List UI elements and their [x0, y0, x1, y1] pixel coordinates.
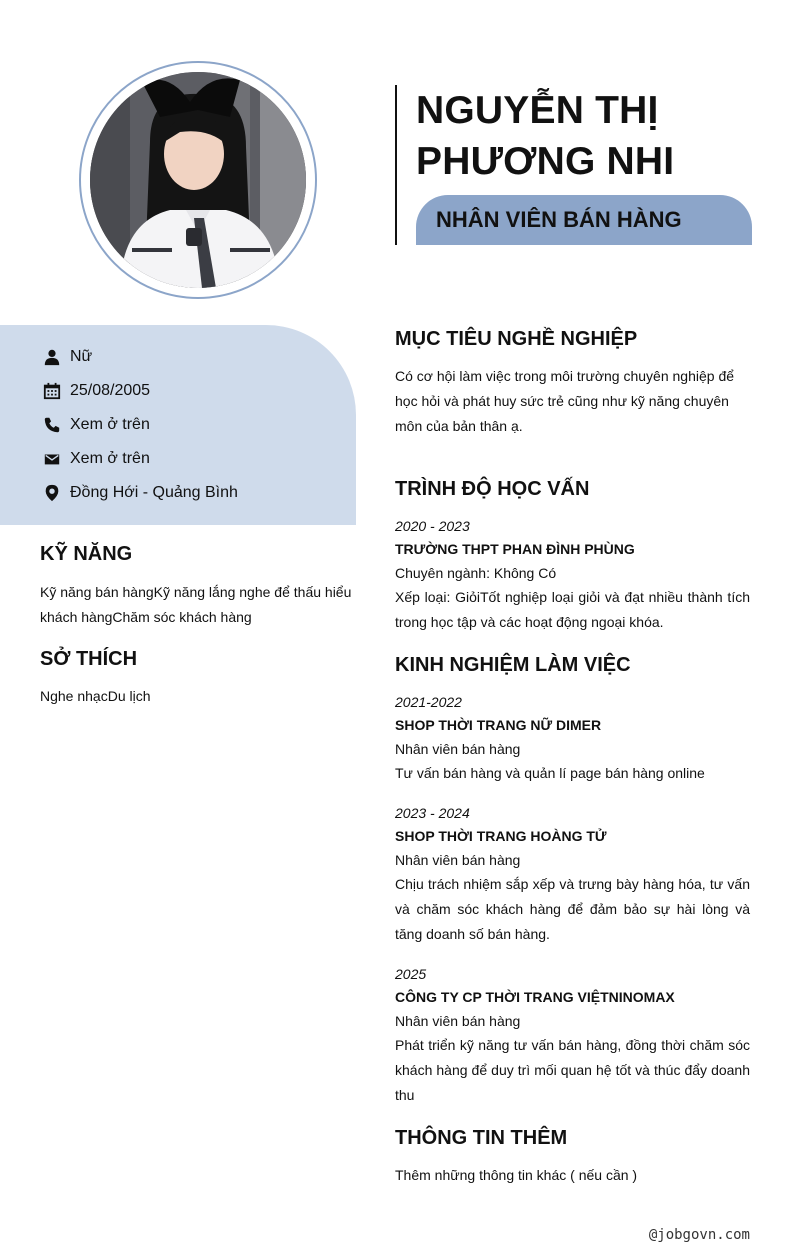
profile-photo: [90, 72, 306, 288]
gender-text: Nữ: [70, 348, 93, 365]
education-title: TRÌNH ĐỘ HỌC VẤN: [395, 478, 590, 500]
experience-description: Phát triển kỹ năng tư vấn bán hàng, đồng thời chăm sóc khách hàng để duy trì mối quan hệ tốt và thúc đẩy doanh thu: [395, 1037, 750, 1103]
contact-birthdate: [42, 380, 150, 402]
skills-title: KỸ NĂNG: [40, 543, 133, 565]
name-block: [395, 85, 755, 245]
watermark: @jobgovn.com: [648, 1227, 750, 1243]
address-text: Đồng Hới - Quảng Bình: [70, 484, 238, 501]
experience-period: 2021-2022: [395, 694, 462, 710]
hobbies-title: SỞ THÍCH: [40, 648, 138, 670]
education-detail: Xếp loại: GiỏiTốt nghiệp loại giỏi và đạt nhiều thành tích trong học tập và các hoạt động ngoại khóa.: [395, 589, 750, 630]
birthdate-text: 25/08/2005: [70, 382, 151, 399]
experience-title: KINH NGHIỆM LÀM VIỆC: [395, 654, 631, 676]
skills-text: Kỹ năng bán hàngKỹ năng lắng nghe để thấu hiểu khách hàngChăm sóc khách hàng: [40, 584, 352, 625]
experience-role: Nhân viên bán hàng: [395, 852, 521, 868]
education-period: 2020 - 2023: [395, 518, 470, 534]
experience-company: SHOP THỜI TRANG HOÀNG TỬ: [395, 828, 607, 844]
contact-address: [42, 482, 238, 504]
experience-description: Tư vấn bán hàng và quản lí page bán hàng online: [395, 765, 705, 781]
name-line-2: PHƯƠNG NHI: [416, 140, 675, 183]
avatar-ring: [79, 61, 317, 299]
name-line-1: NGUYỄN THỊ: [416, 89, 659, 132]
education-major: Chuyên ngành: Không Có: [395, 565, 557, 581]
full-name: [416, 85, 674, 187]
experience-company: CÔNG TY CP THỜI TRANG VIỆTNINOMAX: [395, 989, 675, 1005]
job-title-badge: NHÂN VIÊN BÁN HÀNG: [416, 195, 752, 245]
contact-email: [42, 448, 150, 470]
email-text: Xem ở trên: [70, 450, 150, 467]
hobbies-text: Nghe nhạcDu lịch: [40, 688, 151, 704]
phone-icon: [42, 415, 62, 435]
experience-role: Nhân viên bán hàng: [395, 1013, 521, 1029]
contact-phone: [42, 414, 150, 436]
location-icon: [42, 483, 62, 503]
experience-period: 2023 - 2024: [395, 805, 470, 821]
person-icon: [42, 347, 62, 367]
calendar-icon: [42, 381, 62, 401]
contact-panel: [0, 325, 356, 525]
experience-description: Chịu trách nhiệm sắp xếp và trưng bày hàng hóa, tư vấn và chăm sóc khách hàng để đảm bảo sự hài lòng và tăng doanh số bán hàng.: [395, 876, 750, 942]
contact-gender: [42, 346, 92, 368]
objective-title: MỤC TIÊU NGHỀ NGHIỆP: [395, 328, 638, 350]
education-school: TRƯỜNG THPT PHAN ĐÌNH PHÙNG: [395, 541, 635, 557]
objective-text: Có cơ hội làm việc trong môi trường chuyên nghiệp để học hỏi và phát huy sức trẻ cũng như kỹ năng chuyên môn của bản thân ạ.: [395, 368, 735, 434]
phone-text: Xem ở trên: [70, 416, 150, 433]
experience-period: 2025: [395, 966, 427, 982]
additional-title: THÔNG TIN THÊM: [395, 1127, 568, 1149]
experience-role: Nhân viên bán hàng: [395, 741, 521, 757]
mail-icon: [42, 449, 62, 469]
avatar: [90, 72, 306, 288]
experience-company: SHOP THỜI TRANG NỮ DIMER: [395, 717, 602, 733]
additional-text: Thêm những thông tin khác ( nếu cần ): [395, 1167, 638, 1183]
